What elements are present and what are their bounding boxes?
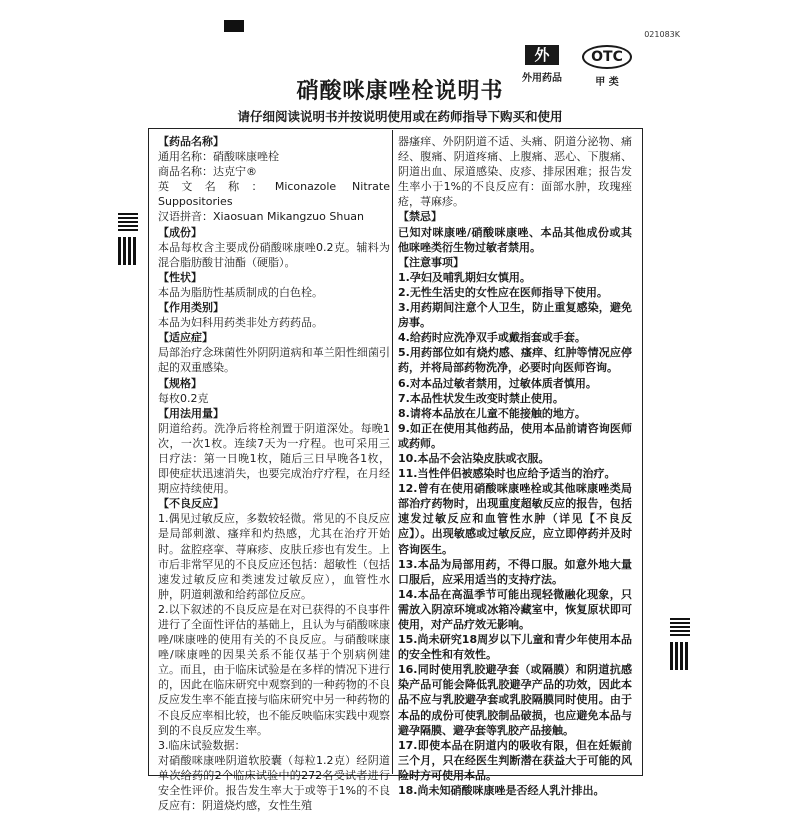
paragraph-bold: 15.尚未研究18周岁以下儿童和青少年使用本品的安全性和有效性。 — [398, 633, 632, 662]
paragraph-bold: 8.请将本品放在儿童不能接触的地方。 — [398, 406, 586, 420]
paragraph-bold: 4.给药时应洗净双手或戴指套或手套。 — [398, 331, 586, 345]
barcode-icon — [670, 618, 690, 636]
section-heading: 【规格】 — [158, 376, 202, 390]
paragraph-bold: 已知对咪康唑/硝酸咪康唑、本品其他成份或其他咪唑类衍生物过敏者禁用。 — [398, 225, 632, 254]
section-heading: 【用法用量】 — [158, 406, 224, 420]
paragraph-bold: 17.即使本品在阴道内的吸收有限，但在妊娠前三个月，只在经医生判断潜在获益大于可能的风险时方可使用本品。 — [398, 738, 632, 782]
paragraph: 商品名称：达克宁® — [158, 165, 257, 179]
page-title: 硝酸咪康唑栓说明书 — [296, 79, 504, 104]
paragraph: 器瘙痒、外阴阴道不适、头痛、阴道分泌物、痛经、腹痛、阴道疼痛、上腹痛、恶心、下腹痛、阴道出血、尿道感染、皮疹、排尿困难；报告发生率小于1%的不良反应有：面部水肿，玫瑰痤疮，荨麻疹。 — [398, 135, 632, 209]
paragraph: 本品每枚含主要成份硝酸咪康唑0.2克。辅料为混合脂肪酸甘油酯（硬脂）。 — [158, 240, 390, 269]
paragraph: 1.偶见过敏反应，多数较轻微。常见的不良反应是局部刺激、瘙痒和灼热感，尤其在治疗开始时。盆腔痉挛、荨麻疹、皮肤丘疹也有发生。上市后非常罕见的不良反应还包括：超敏性（包括速发过敏反应和类速发过敏反应），血管性水肿，阴道刺激和给药部位反应。 — [158, 512, 390, 601]
otc-class-label: 甲 类 — [595, 77, 619, 88]
paragraph-bold: 10.本品不会沾染皮肤或衣服。 — [398, 451, 550, 465]
section-heading: 【适应症】 — [158, 331, 213, 345]
page-subtitle: 请仔细阅读说明书并按说明使用或在药师指导下购买和使用 — [237, 109, 563, 124]
external-use-label: 外用药品 — [522, 73, 562, 84]
section-heading: 【药品名称】 — [158, 135, 224, 148]
paragraph: 2.以下叙述的不良反应是在对已获得的不良事件进行了全面性评估的基础上，且认为与硝酸咪康唑/咪康唑的使用有关的不良反应。与硝酸咪康唑/咪康唑的因果关系不能仅基于个别病例建立。而且，由于临床试验是在多样的情况下进行的，因此在临床研究中观察到的一种药物的不良反应发生率不能直接与临床研究中另一种药物的不良反应率相比较，也不能反映临床实践中观察到的不良反应发生率。 — [158, 602, 390, 737]
external-use-mark: 外 — [525, 45, 559, 65]
barcode-icon — [118, 213, 138, 231]
right-column — [398, 134, 632, 798]
paragraph: 对硝酸咪康唑阴道软胶囊（每粒1.2克）经阴道单次给药的2个临床试验中的272名受试者进行安全性评价。报告发生率大于或等于1%的不良反应有：阴道烧灼感，女性生殖 — [158, 753, 390, 813]
left-barcode — [118, 213, 138, 265]
paragraph-bold: 3.用药期间注意个人卫生，防止重复感染，避免房事。 — [398, 301, 632, 330]
paragraph: 本品为妇科用药类非处方药药品。 — [158, 316, 323, 330]
paragraph: 3.临床试验数据： — [158, 738, 246, 752]
paragraph-bold: 2.无性生活史的女性应在医师指导下使用。 — [398, 285, 608, 299]
paragraph: 本品为脂肪性基质制成的白色栓。 — [158, 285, 323, 299]
paragraph: 阴道给药。洗净后将栓剂置于阴道深处。每晚1次，一次1枚。连续7天为一疗程。也可采用三日疗法：第一日晚1枚，随后三日早晚各1枚，即使症状迅速消失，也要完成治疗疗程，在月经期应持续使用。 — [158, 421, 390, 496]
section-heading: 【性状】 — [158, 270, 202, 284]
section-heading: 【作用类别】 — [158, 301, 224, 315]
print-mark — [224, 20, 244, 32]
otc-mark: OTC — [582, 45, 632, 69]
paragraph-bold: 16.同时使用乳胶避孕套（或隔膜）和阴道抗感染产品可能会降低乳胶避孕产品的功效，因此本品不应与乳胶避孕套或乳胶隔膜同时使用。由于本品的成份可使乳胶制品破损，也应避免本品与避孕隔膜、避孕套等乳胶产品接触。 — [398, 663, 632, 737]
column-divider — [392, 130, 393, 774]
paragraph: 局部治疗念珠菌性外阴阴道病和革兰阳性细菌引起的双重感染。 — [158, 346, 390, 375]
paragraph-bold: 1.孕妇及哺乳期妇女慎用。 — [398, 270, 531, 284]
section-heading: 【禁忌】 — [398, 210, 442, 224]
qr-code-icon — [118, 237, 138, 265]
section-heading: 【注意事项】 — [398, 255, 464, 269]
paragraph: 汉语拼音：Xiaosuan Mikangzuo Shuan — [158, 210, 365, 224]
paragraph-bold: 5.用药部位如有烧灼感、瘙痒、红肿等情况应停药，并将局部药物洗净，必要时向医师咨询。 — [398, 346, 632, 375]
right-barcode — [670, 618, 690, 670]
paragraph-bold: 12.曾有在使用硝酸咪康唑栓或其他咪康唑类局部治疗药物时，出现重度超敏反应的报告，包括速发过敏反应和血管性水肿（详见【不良反应】）。出现敏感或过敏反应，应立即停药并及时咨询医生。 — [398, 482, 632, 556]
paragraph: 每枚0.2克 — [158, 391, 209, 405]
paragraph-bold: 6.对本品过敏者禁用，过敏体质者慎用。 — [398, 376, 597, 390]
section-heading: 【不良反应】 — [158, 497, 224, 511]
paragraph-bold: 18.尚未知硝酸咪康唑是否经人乳汁排出。 — [398, 784, 605, 798]
paragraph: 英文名称：Miconazole Nitrate Suppositories — [158, 180, 390, 209]
document-code: 021083K — [644, 30, 680, 39]
left-column — [158, 134, 390, 813]
paragraph: 通用名称：硝酸咪康唑栓 — [158, 150, 279, 164]
paragraph-bold: 13.本品为局部用药，不得口服。如意外地大量口服后，应采用适当的支持疗法。 — [398, 557, 632, 586]
paragraph-bold: 14.本品在高温季节可能出现轻微融化现象，只需放入阴凉环境或冰箱冷藏室中，恢复原状即可使用，对产品疗效无影响。 — [398, 587, 632, 631]
paragraph-bold: 9.如正在使用其他药品，使用本品前请咨询医师或药师。 — [398, 421, 632, 450]
paragraph-bold: 7.本品性状发生改变时禁止使用。 — [398, 391, 564, 405]
section-heading: 【成份】 — [158, 225, 202, 239]
paragraph-bold: 11.当性伴侣被感染时也应给予适当的治疗。 — [398, 467, 616, 481]
qr-code-icon — [670, 642, 690, 670]
